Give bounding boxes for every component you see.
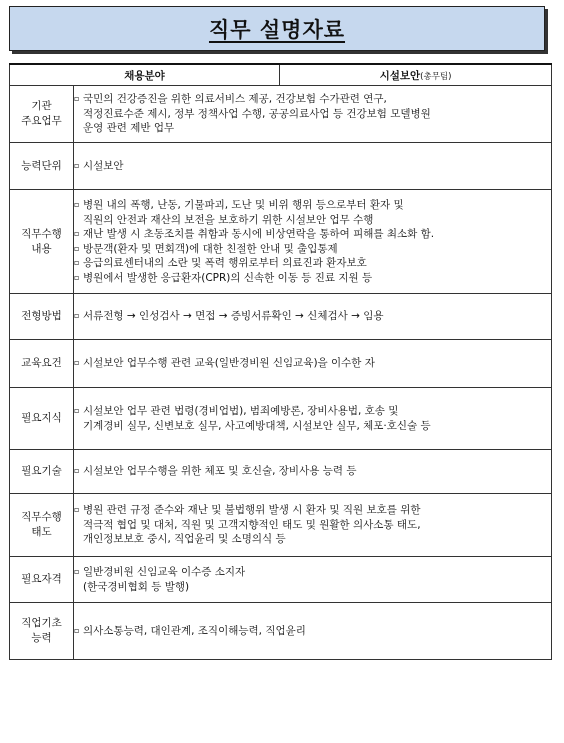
table-row-job-tasks [10, 190, 552, 294]
list-item [74, 309, 551, 324]
table-row-selection-process [10, 294, 552, 340]
item-text: 시설보안 업무 관련 법령(경비업법), 범죄예방론, 장비사용법, 호송 및 기계경비 실무, 신변보호 실무, 사고예방대책, 시설보안 실무, 체포·호신술 등 [83, 405, 431, 432]
row-content-competency-unit [74, 143, 552, 190]
document-title: 직무 설명자료 [208, 17, 346, 42]
item-text: 시설보안 업무수행 관련 교육(일반경비원 신임교육)을 이수한 자 [83, 357, 375, 370]
row-label-required-qualification: 필요자격 [10, 557, 74, 603]
list-item [74, 271, 551, 286]
item-text: 의사소통능력, 대인관계, 조직이해능력, 직업윤리 [83, 624, 306, 637]
row-label-org-duties: 기관 주요업무 [10, 86, 74, 143]
bullet-icon: ▫ [74, 567, 80, 576]
job-description-table [9, 63, 552, 660]
bullet-icon: ▫ [74, 243, 80, 253]
row-content-work-attitude [74, 494, 552, 557]
item-text: 서류전형 → 인성검사 → 면접 → 증빙서류확인 → 신체검사 → 임용 [83, 310, 384, 323]
bullet-icon: ▫ [74, 358, 80, 368]
title-box [9, 6, 545, 51]
list-item [74, 356, 551, 371]
list-item [74, 503, 551, 547]
bullet-icon: ▫ [74, 229, 80, 238]
bullet-icon: ▫ [74, 311, 80, 321]
row-content-required-knowledge [74, 388, 552, 450]
bullet-icon: ▫ [74, 466, 80, 476]
table-row-education-requirement [10, 340, 552, 388]
list-item [74, 242, 551, 257]
item-text: 국민의 건강증진을 위한 의료서비스 제공, 건강보험 수가관련 연구, 적정진료수준 제시, 정부 정책사업 수행, 공공의료사업 등 건강보험 모델병원 운영 관련 제반 업무 [83, 93, 431, 135]
bullet-icon: ▫ [74, 258, 80, 267]
row-label-selection-process: 전형방법 [10, 294, 74, 340]
item-text: 시설보안 [83, 159, 124, 172]
item-text: 재난 발생 시 초동조치를 취함과 동시에 비상연락을 통하여 피해를 최소화 함. [83, 228, 435, 240]
row-content-required-qualification [74, 557, 552, 603]
item-text: 응급의료센터내의 소란 및 폭력 행위로부터 의료진과 환자보호 [83, 257, 367, 269]
table-row-basic-job-competency [10, 603, 552, 660]
row-content-education-requirement [74, 340, 552, 388]
item-text: 일반경비원 신임교육 이수증 소지자 (한국경비협회 등 발행) [83, 566, 246, 593]
row-label-education-requirement: 교육요건 [10, 340, 74, 388]
list-item [74, 256, 551, 271]
item-text: 병원 관련 규정 준수와 재난 및 불법행위 발생 시 환자 및 직원 보호를 위한 적극적 협업 및 대처, 직원 및 고객지향적인 태도 및 원활한 의사소통 태도, 개인정보보호 중시, 직업윤리 및 소명의식 등 [83, 504, 421, 546]
table-row-competency-unit [10, 143, 552, 190]
list-item [74, 92, 551, 136]
item-text: 시설보안 업무수행을 위한 체포 및 호신술, 장비사용 능력 등 [83, 465, 357, 478]
bullet-icon: ▫ [74, 94, 80, 104]
row-label-job-tasks: 직무수행 내용 [10, 190, 74, 294]
row-content-job-tasks [74, 190, 552, 294]
header-field-label: 채용분야 [10, 64, 280, 86]
table-row-required-knowledge [10, 388, 552, 450]
bullet-icon: ▫ [74, 505, 80, 515]
row-label-competency-unit: 능력단위 [10, 143, 74, 190]
bullet-icon: ▫ [74, 406, 80, 415]
row-content-required-skills [74, 450, 552, 494]
row-content-selection-process [74, 294, 552, 340]
bullet-icon: ▫ [74, 200, 80, 209]
item-text: 방문객(환자 및 면회객)에 대한 친절한 안내 및 출입통제 [83, 242, 338, 255]
table-row-org-duties [10, 86, 552, 143]
row-label-work-attitude: 직무수행 태도 [10, 494, 74, 557]
row-content-org-duties [74, 86, 552, 143]
table-row-required-skills [10, 450, 552, 494]
header-field-sub: (총무팀) [420, 71, 452, 82]
row-label-required-skills: 필요기술 [10, 450, 74, 494]
table-body [10, 86, 552, 660]
header-field-main: 시설보안 [379, 69, 421, 82]
row-label-basic-job-competency: 직업기초 능력 [10, 603, 74, 660]
row-content-basic-job-competency [74, 603, 552, 660]
list-item [74, 198, 551, 227]
header-row [10, 64, 552, 86]
bullet-icon: ▫ [74, 160, 80, 170]
bullet-icon: ▫ [74, 625, 80, 635]
bullet-icon: ▫ [74, 272, 80, 282]
table-row-work-attitude [10, 494, 552, 557]
list-item [74, 227, 551, 242]
row-label-required-knowledge: 필요지식 [10, 388, 74, 450]
list-item [74, 565, 551, 594]
item-text: 병원에서 발생한 응급환자(CPR)의 신속한 이동 등 진료 지원 등 [83, 271, 373, 284]
list-item [74, 624, 551, 639]
table-row-required-qualification [10, 557, 552, 603]
header-field-value [280, 64, 552, 86]
list-item [74, 404, 551, 433]
list-item [74, 464, 551, 479]
list-item [74, 159, 551, 174]
item-text: 병원 내의 폭행, 난동, 기물파괴, 도난 및 비위 행위 등으로부터 환자 및 직원의 안전과 재산의 보전을 보호하기 위한 시설보안 업무 수행 [83, 199, 404, 226]
